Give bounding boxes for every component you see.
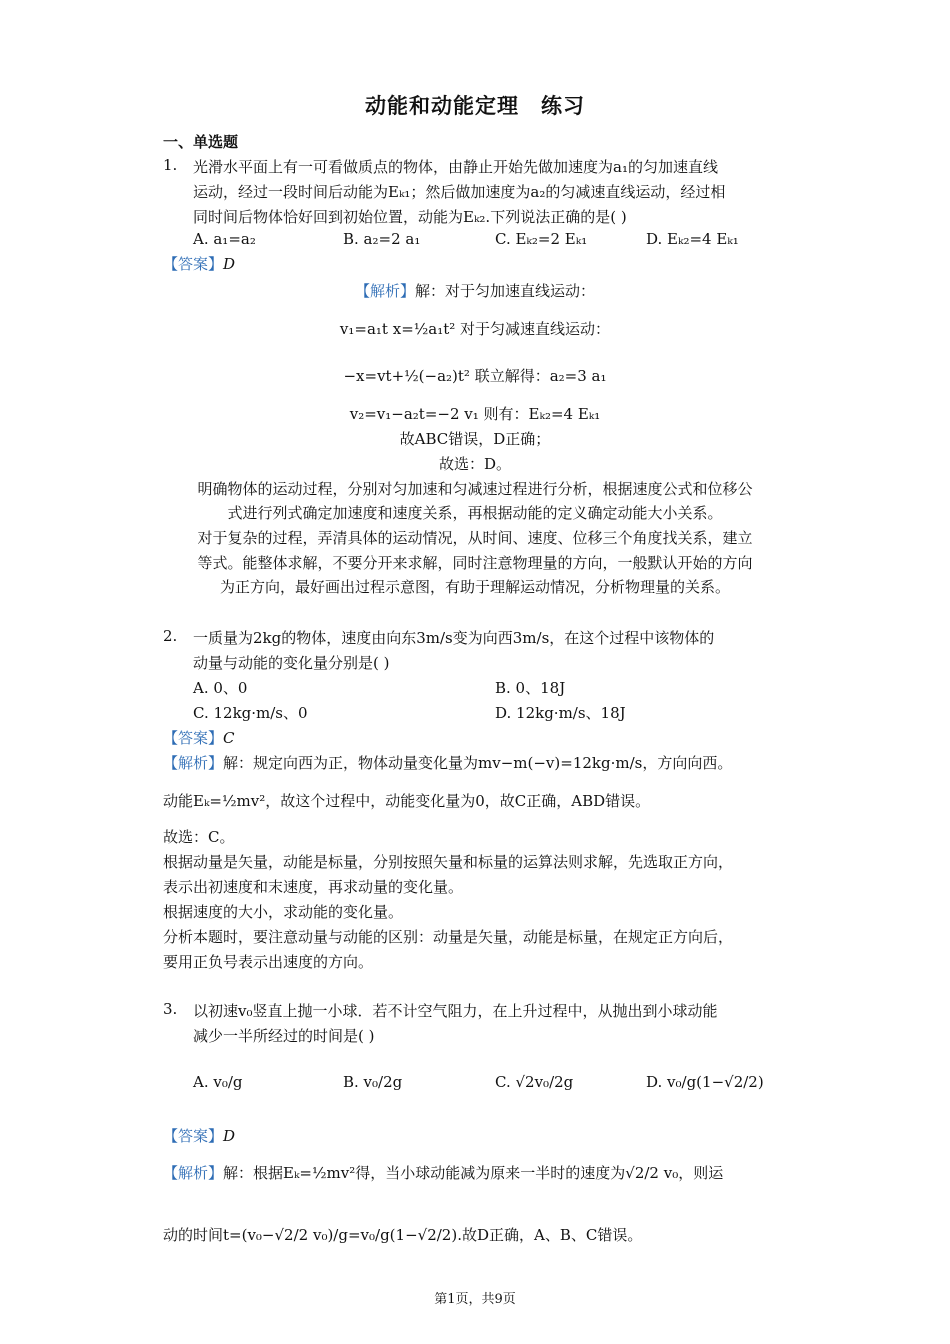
option-d: D. Eₖ₂=4 Eₖ₁ xyxy=(646,230,739,248)
analysis-line: 【解析】解：对于匀加速直线运动： xyxy=(354,282,596,300)
analysis-line: 故选：C。 xyxy=(163,828,235,846)
note-line: 根据速度的大小，求动能的变化量。 xyxy=(163,903,404,921)
option-c: C. Eₖ₂=2 Eₖ₁ xyxy=(495,230,588,248)
note-line: 对于复杂的过程，弄清具体的运动情况，从时间、速度、位移三个角度找关系，建立 xyxy=(197,529,753,547)
note-line: 表示出初速度和末速度，再求动量的变化量。 xyxy=(163,878,464,896)
note-line: 明确物体的运动过程，分别对匀加速和匀减速过程进行分析，根据速度公式和位移公 xyxy=(197,480,753,498)
note-line: 根据动量是矢量，动能是标量，分别按照矢量和标量的运算法则求解，先选取正方向， xyxy=(163,853,734,871)
note-line: 为正方向，最好画出过程示意图，有助于理解运动情况，分析物理量的关系。 xyxy=(219,578,730,596)
option-c: C. 12kg·m/s、0 xyxy=(193,704,308,722)
question-stem-line: 动量与动能的变化量分别是( ) xyxy=(193,654,390,672)
answer-tag: 【答案】 xyxy=(163,1127,224,1145)
analysis-line: 故ABC错误，D正确； xyxy=(399,430,551,448)
analysis-tag: 【解析】 xyxy=(354,282,415,300)
section-heading: 一、单选题 xyxy=(163,133,239,151)
question-number: 3. xyxy=(163,1000,178,1018)
note-line: 式进行列式确定加速度和速度关系，再根据动能的定义确定动能大小关系。 xyxy=(227,504,723,522)
page-title: 动能和动能定理 练习 xyxy=(365,94,585,118)
option-b: B. a₂=2 a₁ xyxy=(343,230,421,248)
analysis-line: 【解析】解：规定向西为正，物体动量变化量为mv−m(−v)=12kg·m/s，方向向西。 xyxy=(163,754,733,772)
question-stem-line: 以初速v₀竖直上抛一小球．若不计空气阻力，在上升过程中，从抛出到小球动能 xyxy=(193,1002,718,1020)
answer-value: C xyxy=(223,729,235,747)
question-number: 2. xyxy=(163,627,178,645)
note-line: 分析本题时，要注意动量与动能的区别：动量是矢量，动能是标量，在规定正方向后， xyxy=(163,928,734,946)
analysis-line: 故选：D。 xyxy=(438,455,512,473)
analysis-tag: 【解析】 xyxy=(163,754,224,772)
answer-line xyxy=(163,1125,235,1146)
analysis-line: 动能Eₖ=½mv²，故这个过程中，动能变化量为0，故C正确，ABD错误。 xyxy=(163,792,651,810)
question-stem-line: 运动，经过一段时间后动能为Eₖ₁；然后做加速度为a₂的匀减速直线运动，经过相 xyxy=(193,183,726,201)
question-stem-line: 光滑水平面上有一可看做质点的物体，由静止开始先做加速度为a₁的匀加速直线 xyxy=(193,158,718,176)
option-d: D. 12kg·m/s、18J xyxy=(495,704,626,722)
formula-line: −x=vt+½(−a₂)t² 联立解得：a₂=3 a₁ xyxy=(343,367,607,385)
question-stem-line: 减少一半所经过的时间是( ) xyxy=(193,1027,375,1045)
question-number: 1. xyxy=(163,156,178,174)
answer-value: D xyxy=(223,1127,236,1145)
note-line: 要用正负号表示出速度的方向。 xyxy=(163,953,374,971)
formula-line: v₁=a₁t x=½a₁t² 对于匀减速直线运动： xyxy=(339,320,611,338)
analysis-tag: 【解析】 xyxy=(163,1164,224,1182)
answer-value: D xyxy=(223,255,236,273)
analysis-line: 动的时间t=(v₀−√2/2 v₀)/g=v₀/g(1−√2/2).故D正确，A、B、C错误。 xyxy=(163,1226,643,1244)
formula-line: v₂=v₁−a₂t=−2 v₁ 则有：Eₖ₂=4 Eₖ₁ xyxy=(349,405,601,423)
answer-tag: 【答案】 xyxy=(163,729,224,747)
question-stem-line: 一质量为2kg的物体，速度由向东3m/s变为向西3m/s，在这个过程中该物体的 xyxy=(193,629,715,647)
note-line: 等式。能整体求解，不要分开来求解，同时注意物理量的方向，一般默认开始的方向 xyxy=(197,554,753,572)
option-a: A. 0、0 xyxy=(193,679,248,697)
option-a: A. a₁=a₂ xyxy=(193,230,256,248)
answer-line xyxy=(163,253,235,274)
option-a: A. v₀/g xyxy=(193,1073,243,1091)
option-d: D. v₀/g(1−√2/2) xyxy=(646,1073,764,1091)
page-footer: 第1页，共9页 xyxy=(434,1292,516,1307)
answer-line xyxy=(163,727,235,748)
option-b: B. 0、18J xyxy=(495,679,566,697)
analysis-line: 【解析】解：根据Eₖ=½mv²得，当小球动能减为原来一半时的速度为√2/2 v₀，则运 xyxy=(163,1164,724,1182)
answer-tag: 【答案】 xyxy=(163,255,224,273)
option-b: B. v₀/2g xyxy=(343,1073,403,1091)
option-c: C. √2v₀/2g xyxy=(495,1073,574,1091)
question-stem-line: 同时间后物体恰好回到初始位置，动能为Eₖ₂.下列说法正确的是( ) xyxy=(193,208,627,226)
